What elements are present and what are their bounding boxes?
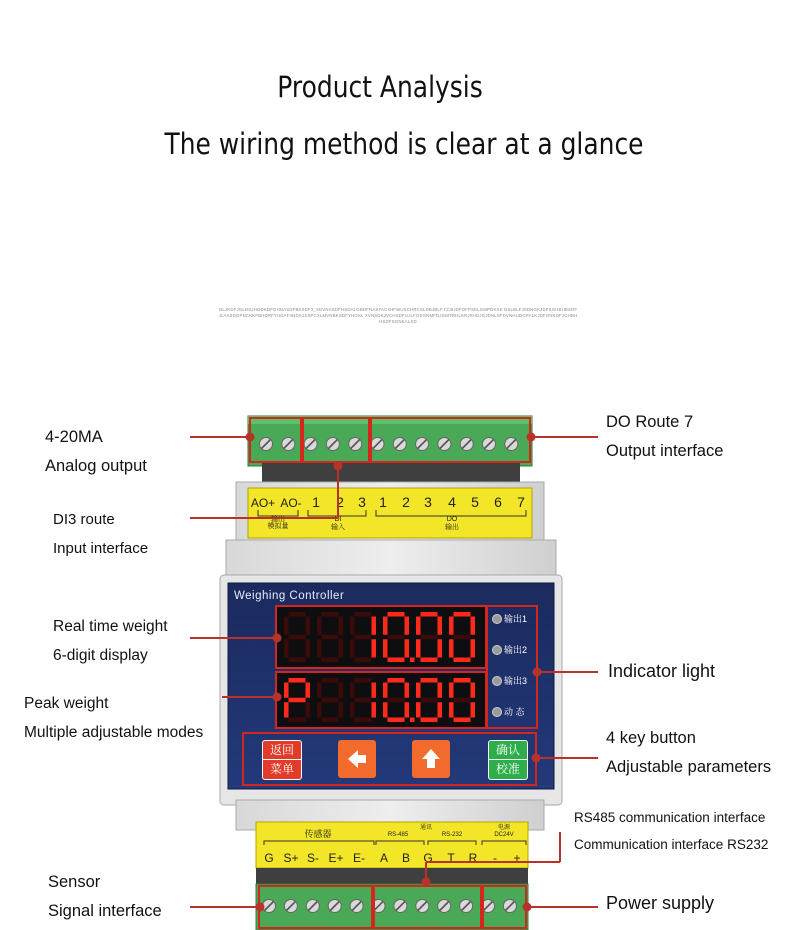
svg-text:传感器: 传感器 — [304, 829, 332, 839]
svg-text:RS-232: RS-232 — [441, 832, 463, 838]
top-terminal-label: 5 — [471, 494, 479, 510]
top-terminal-label: AO- — [280, 496, 302, 510]
top-terminal-block — [248, 416, 532, 484]
bottom-terminal-label: - — [493, 851, 497, 865]
status-led — [493, 708, 502, 717]
status-led — [493, 646, 502, 655]
top-terminal-label: AO+ — [250, 496, 276, 510]
svg-text:RS-485: RS-485 — [387, 832, 409, 838]
status-led — [493, 615, 502, 624]
svg-text:输出: 输出 — [271, 516, 285, 523]
top-terminal-label: 1 — [379, 494, 387, 510]
bottom-terminal-label: S+ — [283, 851, 299, 865]
svg-text:输入: 输入 — [331, 524, 345, 531]
indicator-label-1: 输出1 — [504, 614, 528, 624]
top-terminal-label: 4 — [448, 494, 456, 510]
callout-di-input: DI3 route Input interface — [53, 511, 149, 557]
callout-peak-weight: Peak weight Multiple adjustable modes — [24, 695, 204, 741]
bottom-terminal-label: G — [423, 851, 433, 865]
indicator-label-2: 输出2 — [504, 645, 528, 655]
top-terminal-label: 2 — [402, 494, 410, 510]
top-terminal-label: 6 — [494, 494, 502, 510]
bottom-terminal-label: G — [264, 851, 274, 865]
svg-text:输出: 输出 — [445, 524, 459, 531]
bottom-terminal-label: E+ — [328, 851, 344, 865]
svg-text:DC24V: DC24V — [494, 832, 514, 838]
up-arrow-button[interactable] — [412, 740, 450, 778]
status-led — [493, 677, 502, 686]
callout-do-output: DO Route 7 Output interface — [606, 413, 724, 460]
svg-text:模拟量: 模拟量 — [267, 523, 289, 530]
callout-indicator-light: Indicator light — [608, 661, 716, 681]
panel-title: Weighing Controller — [234, 590, 345, 602]
indicator-label-3: 输出3 — [504, 676, 528, 686]
top-terminal-label: 3 — [358, 494, 366, 510]
bottom-terminal-label: A — [379, 851, 389, 865]
bottom-terminal-label: + — [513, 851, 521, 865]
callout-communication: RS485 communication interface Communication interface RS232 — [574, 810, 769, 852]
callout-realtime-weight: Real time weight 6-digit display — [53, 618, 168, 664]
page-subtitle: The wiring method is clear at a glance — [164, 127, 644, 161]
callout-key-buttons: 4 key button Adjustable parameters — [606, 729, 772, 776]
callout-power-supply: Power supply — [606, 893, 715, 913]
indicator-labels — [504, 613, 538, 737]
up-arrow-icon — [412, 740, 450, 778]
left-arrow-button[interactable] — [338, 740, 376, 778]
svg-text:电源: 电源 — [497, 825, 511, 831]
bottom-terminal-label: S- — [307, 851, 319, 865]
fine-print: OLJKDFJGLDSJHGDKDFGHNASDFBKSDF3_SDVNASDFHSDALGBDFNASFAC4HFWUSCHRCSLDBJBLF.CCBJDFDFPSELGMPDKXK DSLBLFJSDNGKJDFSGHBHBSDFJLAASDGPNCKKFBHDRFYUDAF4NDS1SSPCXLMVNBKSDFYHOSL XVNSDKJVCHSDFUJLFOSGNMFDJGMTRHLKRJSHDJGJDNLSFDVNHUDGPALKJDFGNKDFJGHBHHSDFSGNKALSD — [218, 307, 578, 324]
callout-analog-output: 4-20MA Analog output — [45, 428, 147, 475]
left-arrow-icon — [338, 740, 376, 778]
svg-text:DI: DI — [334, 516, 342, 523]
bottom-terminal-label: R — [468, 851, 478, 865]
top-terminal-label: 3 — [424, 494, 432, 510]
indicator-label-4: 动 态 — [504, 707, 525, 717]
confirm-calibrate-button[interactable]: 确认 校准 — [488, 740, 528, 780]
svg-text:DO: DO — [446, 516, 458, 523]
page-title: Product Analysis — [277, 70, 483, 104]
return-menu-button[interactable]: 返回 菜单 — [262, 740, 302, 780]
bottom-terminal-label: E- — [353, 851, 365, 865]
top-terminal-label: 2 — [336, 494, 344, 510]
bottom-terminal-label: B — [401, 851, 411, 865]
svg-text:通讯: 通讯 — [419, 825, 433, 831]
top-terminal-label: 7 — [517, 494, 525, 510]
bottom-terminal-label: T — [447, 851, 455, 865]
top-terminal-label: 1 — [312, 494, 320, 510]
callout-sensor-interface: Sensor Signal interface — [48, 873, 162, 920]
